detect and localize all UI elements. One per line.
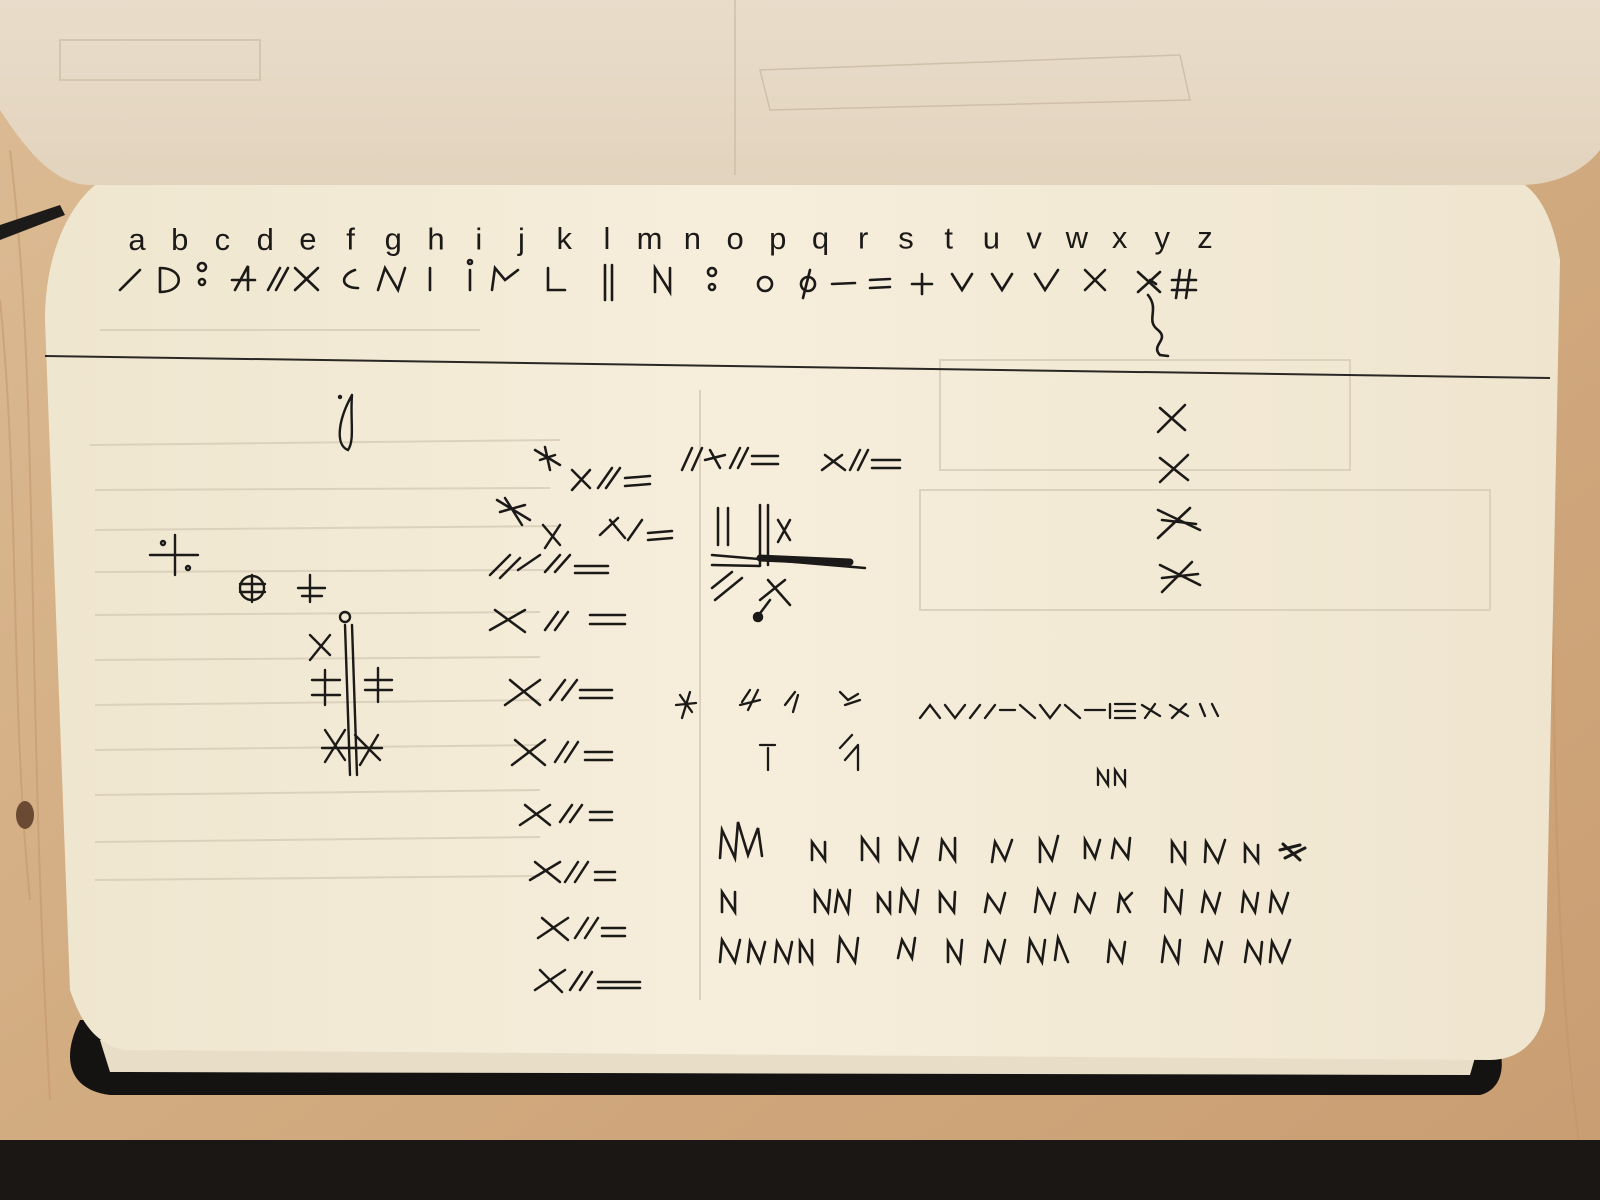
alphabet-letter-n: n	[683, 221, 702, 256]
alphabet-letter-t: t	[944, 220, 954, 256]
wood-knot	[16, 801, 34, 829]
alphabet-letter-x: x	[1111, 220, 1128, 256]
alphabet-letter-w: w	[1065, 220, 1088, 256]
alphabet-letter-a: a	[128, 222, 146, 257]
alphabet-letter-j: j	[518, 221, 525, 257]
alphabet-letter-y: y	[1154, 220, 1171, 256]
alphabet-letter-l: l	[603, 221, 611, 257]
alphabet-letter-o: o	[726, 220, 744, 256]
alphabet-letter-c: c	[214, 221, 231, 257]
alphabet-letter-q: q	[811, 220, 830, 256]
alphabet-letter-s: s	[898, 220, 914, 256]
alphabet-letter-b: b	[171, 221, 189, 257]
alphabet-letter-g: g	[384, 221, 402, 257]
alphabet-letter-z: z	[1197, 220, 1213, 255]
alphabet-letter-u: u	[982, 220, 1001, 256]
alphabet-letter-h: h	[427, 221, 445, 257]
notebook-page	[45, 185, 1560, 1060]
bottom-shadow	[0, 1140, 1600, 1200]
alphabet-letter-f: f	[346, 221, 355, 257]
alphabet-letter-d: d	[256, 221, 274, 257]
alphabet-letter-m: m	[636, 221, 663, 256]
alphabet-letter-k: k	[556, 221, 572, 257]
alphabet-letter-p: p	[769, 220, 787, 256]
alphabet-letter-v: v	[1026, 220, 1042, 256]
upper-page	[0, 0, 1600, 185]
alphabet-letter-r: r	[858, 220, 869, 256]
alphabet-letter-e: e	[299, 221, 317, 257]
alphabet-letter-i: i	[475, 221, 483, 257]
